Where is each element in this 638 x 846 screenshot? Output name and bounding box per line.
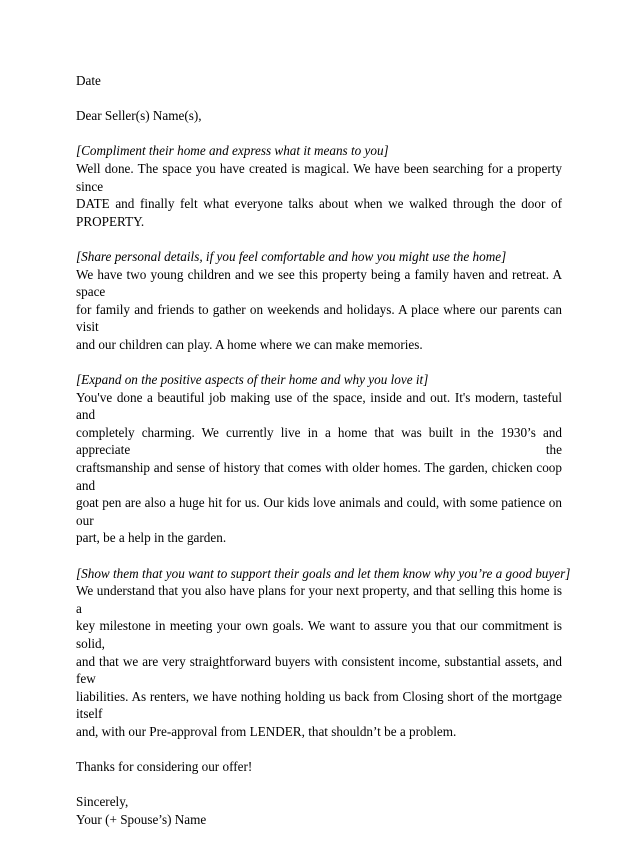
paragraph-line: We have two young children and we see this property being a family haven and retreat. A space xyxy=(76,266,562,300)
paragraph-line: DATE and finally felt what everyone talks about when we walked through the door of xyxy=(76,196,562,212)
paragraph-line: Well done. The space you have created is magical. We have been searching for a property since xyxy=(76,160,562,194)
paragraph-line: PROPERTY. xyxy=(76,213,145,229)
letter-signature: Your (+ Spouse’s) Name xyxy=(76,811,207,827)
section-support-goals xyxy=(76,565,571,741)
section-compliment xyxy=(76,142,562,230)
paragraph-line: We understand that you also have plans for your next property, and that selling this home is a xyxy=(76,583,562,616)
section-prompt: [Compliment their home and express what it means to you] xyxy=(76,143,389,159)
section-prompt: [Share personal details, if you feel comfortable and how you might use the home] xyxy=(76,248,507,264)
paragraph-line: and that we are very straightforward buyers with consistent income, substantial assets, and few xyxy=(76,653,562,687)
section-positive-aspects xyxy=(76,371,562,547)
letter-greeting: Dear Seller(s) Name(s), xyxy=(76,108,202,124)
letter-thanks-block xyxy=(76,758,562,776)
section-personal-details xyxy=(76,248,562,354)
paragraph-line: completely charming. We currently live in a home that was built in the 1930’s and appreciate the xyxy=(76,424,562,458)
letter-page xyxy=(76,72,571,846)
section-prompt: [Show them that you want to support their goals and let them know why you’re a good buyer] xyxy=(76,565,571,581)
letter-closing: Sincerely, xyxy=(76,794,129,810)
section-prompt: [Expand on the positive aspects of their home and why you love it] xyxy=(76,372,429,388)
paragraph-line: and, with our Pre-approval from LENDER, that shouldn’t be a problem. xyxy=(76,723,457,739)
paragraph-line: and our children can play. A home where we can make memories. xyxy=(76,336,423,352)
paragraph-line: for family and friends to gather on weekends and holidays. A place where our parents can visit xyxy=(76,301,562,335)
letter-thanks: Thanks for considering our offer! xyxy=(76,759,253,775)
paragraph-line: liabilities. As renters, we have nothing holding us back from Closing short of the mortgage itself xyxy=(76,688,562,722)
letter-signoff-block xyxy=(76,793,562,828)
paragraph-line: You've done a beautiful job making use of the space, inside and out. It's modern, tasteful and xyxy=(76,389,562,423)
letter-date-block xyxy=(76,72,562,90)
paragraph-line: craftsmanship and sense of history that comes with older homes. The garden, chicken coop and xyxy=(76,460,562,493)
paragraph-line: part, be a help in the garden. xyxy=(76,530,227,546)
letter-greeting-block xyxy=(76,107,562,125)
paragraph-line: key milestone in meeting your own goals. We want to assure you that our commitment is solid, xyxy=(76,618,562,651)
paragraph-line: goat pen are also a huge hit for us. Our kids love animals and could, with some patience on our xyxy=(76,495,562,528)
letter-date: Date xyxy=(76,73,101,88)
